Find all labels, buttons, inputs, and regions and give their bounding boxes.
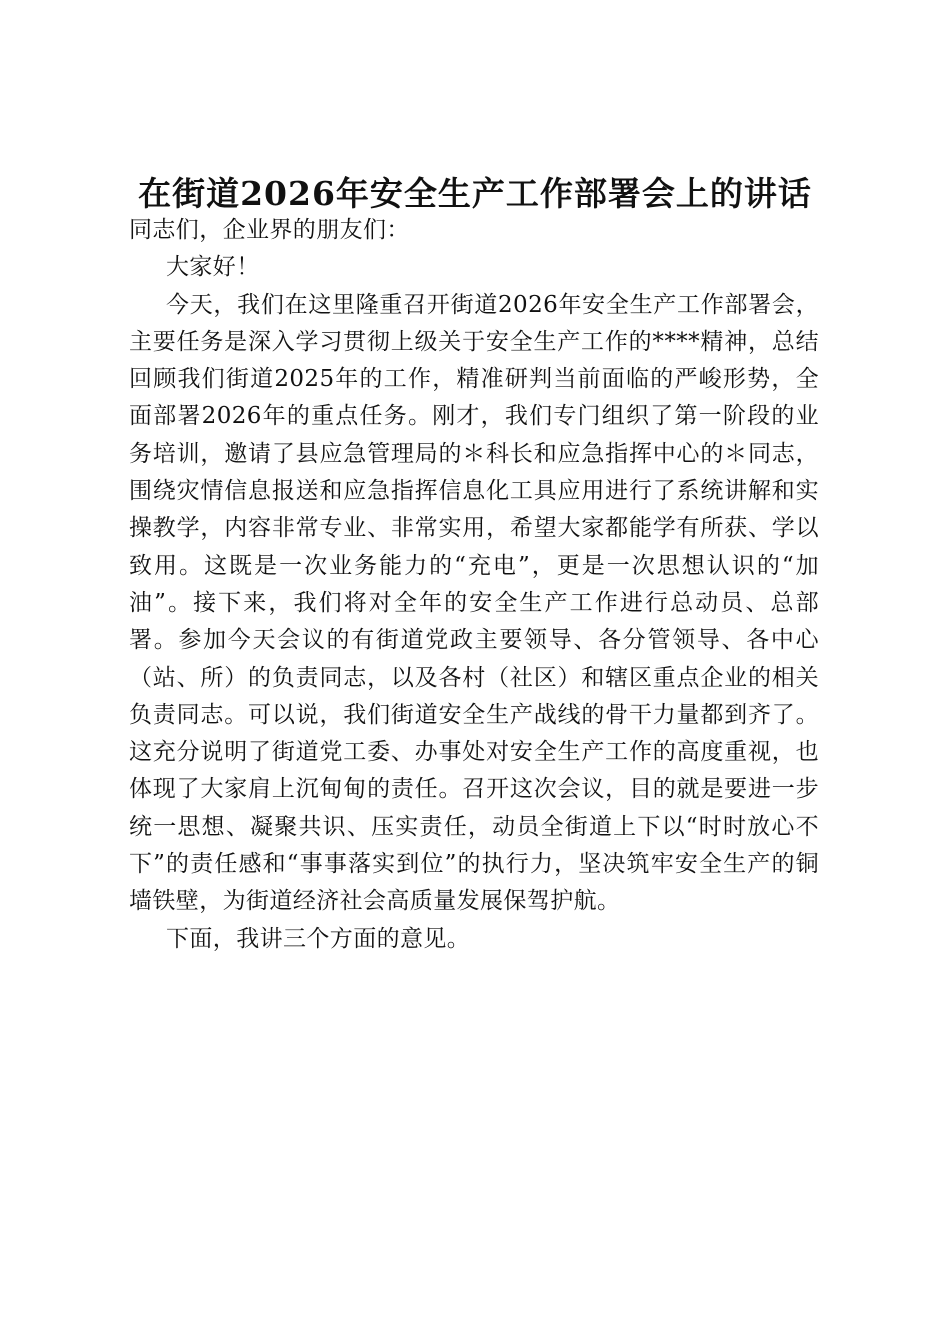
paragraph-greeting: 大家好！ [166,254,260,281]
document-title: 在街道2026年安全生产工作部署会上的讲话 [138,174,812,213]
salutation: 同志们，企业界的朋友们： [129,217,410,243]
paragraph-outline: 下面，我讲三个方面的意见。 [166,925,471,952]
paragraph-main: 今天，我们在这里隆重召开街道2026年安全生产工作部署会，主要任务是深入学习贯彻上级关于安全生产工作的****精神，总结回顾我们街道2025年的工作，精准研判当前面临的严峻形势，全面部署2026年的重点任务。刚才，我们专门组织了第一阶段的业务培训，邀请了县应急管理局的＊科长和应急指挥中心的＊同志，围绕灾情信息报送和应急指挥信息化工具应用进行了系统讲解和实操教学，内容非常专业、非常实用，希望大家都能学有所获、学以致用。这既是一次业务能力的“充电”，更是一次思想认识的“加油”。接下来，我们将对全年的安全生产工作进行总动员、总部署。参加今天会议的有街道党政主要领导、各分管领导、各中心（站、所）的负责同志，以及各村（社区）和辖区重点企业的相关负责同志。可以说，我们街道安全生产战线的骨干力量都到齐了。这充分说明了街道党工委、办事处对安全生产工作的高度重视，也体现了大家肩上沉甸甸的责任。召开这次会议，目的就是要进一步统一思想、凝聚共识、压实责任，动员全街道上下以“时时放心不下”的责任感和“事事落实到位”的执行力，坚决筑牢安全生产的铜墙铁壁，为街道经济社会高质量发展保驾护航。 [129,291,819,915]
document-body [129,212,819,958]
